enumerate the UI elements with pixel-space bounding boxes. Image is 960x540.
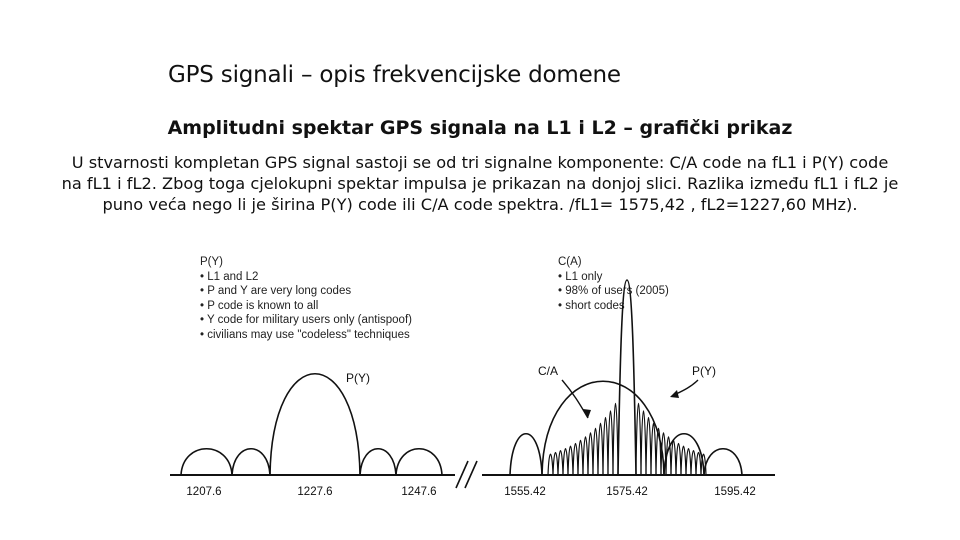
tick-label: 1595.42 xyxy=(714,486,756,498)
spectrum-plot xyxy=(150,240,790,520)
ca-sidelobe xyxy=(548,454,553,475)
left-bullet: • Y code for military users only (antispoof) xyxy=(200,313,412,328)
body-paragraph: U stvarnosti kompletan GPS signal sastoji se od tri signalne komponente: C/A code na fL1 i P(Y) code na fL1 i fL2. Zbog toga cjelokupni spektar impulsa je prikazan na donjoj slici. Razlika između fL1 i fL2 je puno veća nego li je širina P(Y) code ili C/A code spektra. /fL1= 1575,42 , fL2=1227,60 MHz). xyxy=(61,153,899,214)
left-spectrum-lobes xyxy=(181,374,442,475)
ca-sidelobe xyxy=(558,451,563,475)
right-bullet: • short codes xyxy=(558,299,669,314)
ca-sidelobe xyxy=(613,403,618,475)
ca-sidelobe xyxy=(646,417,651,475)
left-bullet: • P code is known to all xyxy=(200,299,412,314)
ca-sidelobe xyxy=(666,437,671,475)
ca-sidelobe xyxy=(588,433,593,475)
tick-label: 1207.6 xyxy=(186,486,222,498)
ca-sidelobe xyxy=(681,446,686,475)
ca-sidelobe xyxy=(553,452,558,475)
left-bullet: • L1 and L2 xyxy=(200,270,412,285)
ca-sidelobe xyxy=(671,440,676,475)
ca-sidelobe xyxy=(691,451,696,475)
ca-sidelobe xyxy=(593,428,598,475)
tick-label: 1227.6 xyxy=(297,486,333,498)
ca-central-peak xyxy=(618,280,636,475)
ca-sidelobe xyxy=(641,411,646,475)
tick-label: 1575.42 xyxy=(606,486,648,498)
ca-sidelobe xyxy=(578,440,583,475)
ca-sidelobe xyxy=(573,443,578,475)
ca-sidelobe xyxy=(603,417,608,475)
right-spectrum-lobes xyxy=(510,381,742,475)
slide-title: GPS signali – opis frekvencijske domene xyxy=(168,62,621,88)
ca-sidelobe xyxy=(598,423,603,475)
ca-label: C/A xyxy=(538,364,559,378)
spectrum-figure xyxy=(150,240,790,520)
ca-sidelobe xyxy=(686,449,691,475)
tick-label: 1555.42 xyxy=(504,486,546,498)
ca-sidelobe xyxy=(583,437,588,475)
right-bullet: • 98% of users (2005) xyxy=(558,284,669,299)
left-bullet: • civilians may use "codeless" techniques xyxy=(200,328,412,343)
ca-sidelobe xyxy=(568,446,573,475)
py-right-label: P(Y) xyxy=(692,364,716,378)
ca-sidelobe xyxy=(636,403,641,475)
ca-sidelobe xyxy=(608,411,613,475)
axis-break-icon xyxy=(456,461,477,488)
left-curve-label: P(Y) xyxy=(346,371,370,385)
tick-label: 1247.6 xyxy=(401,486,437,498)
ca-sidelobe xyxy=(563,449,568,475)
ca-sidelobe xyxy=(696,452,701,475)
slide-subtitle: Amplitudni spektar GPS signala na L1 i L2 – grafički prikaz xyxy=(167,117,793,139)
ca-code-spectrum xyxy=(548,403,706,475)
left-legend-heading: P(Y) xyxy=(200,256,223,268)
right-bullet: • L1 only xyxy=(558,270,669,285)
ca-sidelobe xyxy=(651,423,656,475)
py-arrow-head xyxy=(670,390,679,398)
ca-sidelobe xyxy=(676,443,681,475)
right-legend-heading: C(A) xyxy=(558,256,582,268)
left-bullet: • P and Y are very long codes xyxy=(200,284,412,299)
